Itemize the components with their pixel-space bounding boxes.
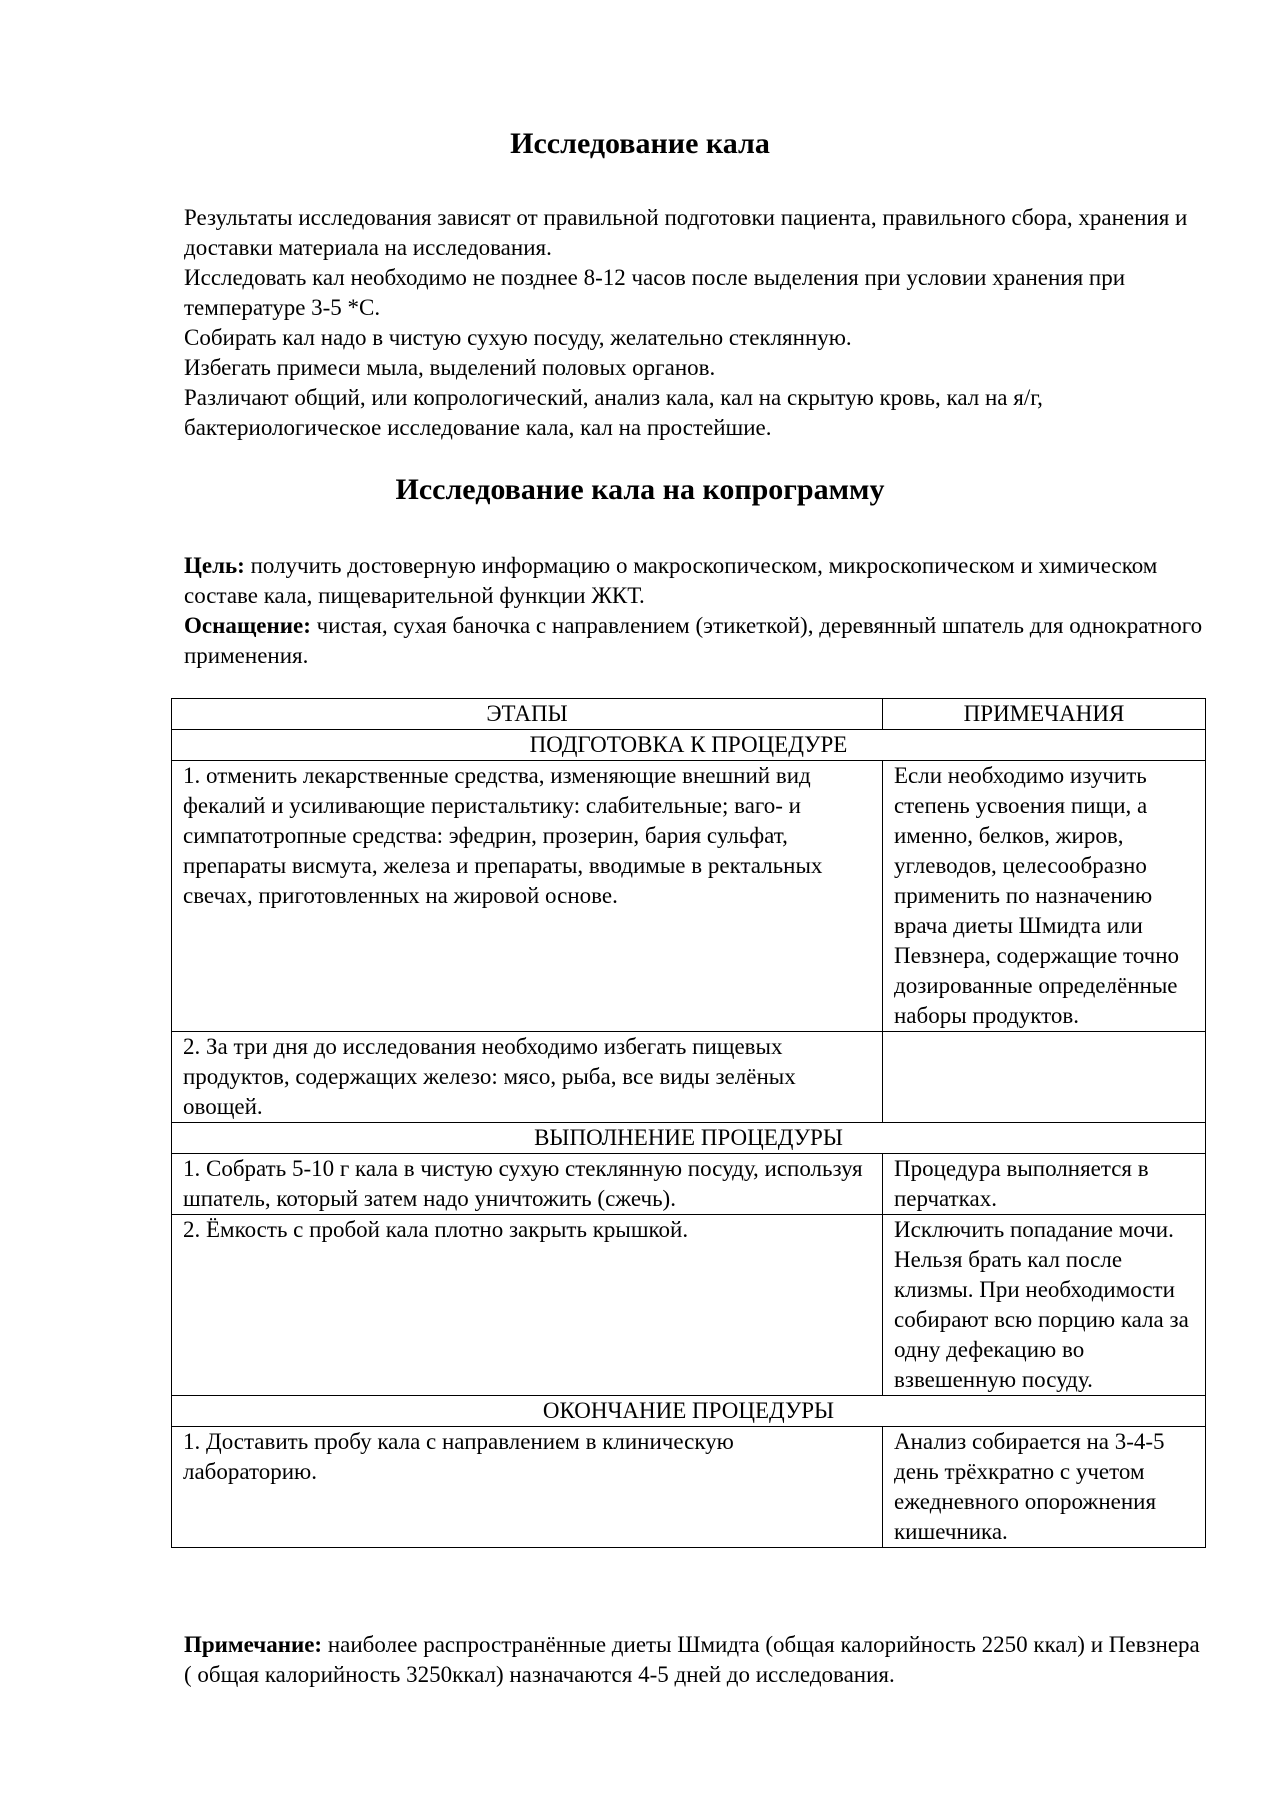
- step-cell: 2. Ёмкость с пробой кала плотно закрыть крышкой.: [172, 1215, 883, 1396]
- section-row: [172, 1123, 1206, 1154]
- note-cell: Анализ собирается на 3-4-5 день трёхкратно с учетом ежедневного опорожнения кишечника.: [883, 1427, 1206, 1548]
- step-cell: 1. отменить лекарственные средства, изменяющие внешний вид фекалий и усиливающие перистальтику: слабительные; ваго- и симпатотропные средства: эфедрин, прозерин, бария сульфат, препараты висмута, железа и препараты, вводимые в ректальных свечах, приготовленных на жировой основе.: [172, 761, 883, 1032]
- section-preparation: ПОДГОТОВКА К ПРОЦЕДУРЕ: [172, 730, 1206, 761]
- note-cell: Если необходимо изучить степень усвоения пищи, а именно, белков, жиров, углеводов, целесообразно применить по назначению врача диеты Шмидта или Певзнера, содержащие точно дозированные определённые наборы продуктов.: [883, 761, 1206, 1032]
- footnote-block: [184, 1630, 1204, 1690]
- header-stages: ЭТАПЫ: [172, 699, 883, 730]
- equipment-text: чистая, сухая баночка с направлением (этикеткой), деревянный шпатель для однократного применения.: [184, 613, 1203, 668]
- intro-line: Различают общий, или копрологический, анализ кала, кал на скрытую кровь, кал на я/г, бактериологическое исследование кала, кал на простейшие.: [184, 385, 1043, 440]
- section-row: [172, 730, 1206, 761]
- table-header-row: [172, 699, 1206, 730]
- intro-line: Результаты исследования зависят от правильной подготовки пациента, правильного сбора, хранения и доставки материала на исследования.: [184, 205, 1188, 260]
- equipment-label: Оснащение:: [184, 613, 311, 638]
- intro-line: Исследовать кал необходимо не позднее 8-12 часов после выделения при условии хранения при температуре 3-5 *С.: [184, 265, 1126, 320]
- step-cell: 1. Доставить пробу кала с направлением в клиническую лабораторию.: [172, 1427, 883, 1548]
- table-row: [172, 1215, 1206, 1396]
- table-row: [172, 1427, 1206, 1548]
- footnote-label: Примечание:: [184, 1632, 323, 1657]
- table-row: [172, 1032, 1206, 1123]
- header-notes: ПРИМЕЧАНИЯ: [883, 699, 1206, 730]
- procedure-table: [171, 698, 1206, 1548]
- section-completion: ОКОНЧАНИЕ ПРОЦЕДУРЫ: [172, 1396, 1206, 1427]
- goal-paragraph: [184, 551, 1204, 611]
- note-cell: Процедура выполняется в перчатках.: [883, 1154, 1206, 1215]
- table-row: [172, 1154, 1206, 1215]
- intro-line: Собирать кал надо в чистую сухую посуду, желательно стеклянную.: [184, 325, 852, 350]
- note-cell: [883, 1032, 1206, 1123]
- page-title: Исследование кала: [510, 127, 770, 160]
- step-cell: 1. Собрать 5-10 г кала в чистую сухую стеклянную посуду, используя шпатель, который затем надо уничтожить (сжечь).: [172, 1154, 883, 1215]
- table-row: [172, 761, 1206, 1032]
- section-row: [172, 1396, 1206, 1427]
- goal-block: [184, 551, 1204, 671]
- section-title: Исследование кала на копрограмму: [395, 473, 885, 506]
- goal-text: получить достоверную информацию о макроскопическом, микроскопическом и химическом составе кала, пищеварительной функции ЖКТ.: [184, 553, 1158, 608]
- section-execution: ВЫПОЛНЕНИЕ ПРОЦЕДУРЫ: [172, 1123, 1206, 1154]
- goal-label: Цель:: [184, 553, 245, 578]
- step-cell: 2. За три дня до исследования необходимо избегать пищевых продуктов, содержащих железо: мясо, рыба, все виды зелёных овощей.: [172, 1032, 883, 1123]
- intro-line: Избегать примеси мыла, выделений половых органов.: [184, 355, 716, 380]
- note-cell: Исключить попадание мочи. Нельзя брать кал после клизмы. При необходимости собирают всю порцию кала за одну дефекацию во взвешенную посуду.: [883, 1215, 1206, 1396]
- intro-paragraphs: [184, 203, 1204, 443]
- footnote-paragraph: [184, 1630, 1204, 1690]
- equipment-paragraph: [184, 611, 1204, 671]
- footnote-text: наиболее распространённые диеты Шмидта (общая калорийность 2250 ккал) и Певзнера ( общая калорийность 3250ккал) назначаются 4-5 дней до исследования.: [184, 1632, 1200, 1687]
